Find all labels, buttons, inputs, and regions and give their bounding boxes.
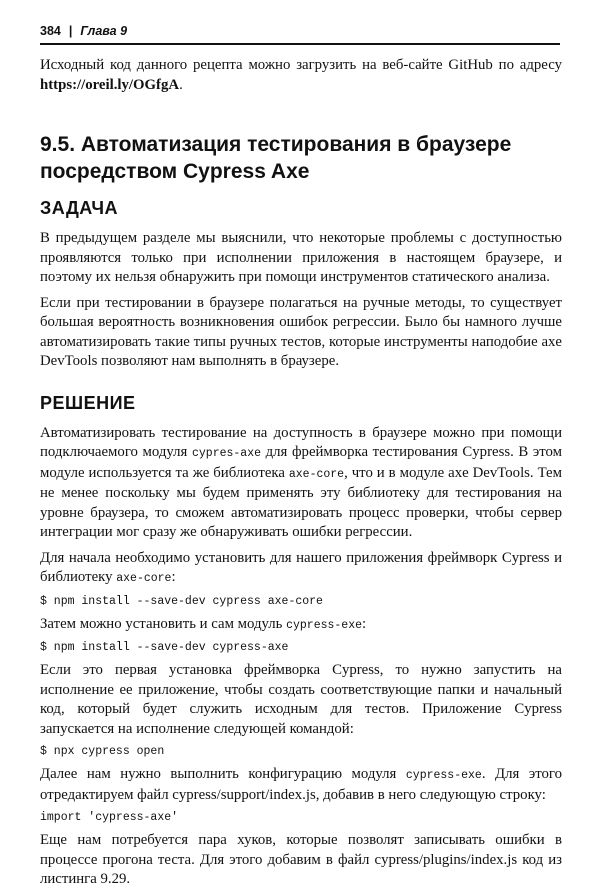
section-title-line1: 9.5. Автоматизация тестирования в браузере	[40, 133, 512, 156]
chapter-label: Глава 9	[80, 24, 128, 38]
code-block-install-cypress-axe: $ npm install --save-dev cypress-axe	[40, 641, 289, 654]
code-block-import: import 'cypress-axe'	[40, 811, 179, 824]
inline-code: axe-core	[288, 467, 345, 481]
inline-code: axe-core	[116, 572, 172, 585]
solution-paragraph-2: Для начала необходимо установить для нашего приложения фреймворк Cypress и библиотеку axe-core:	[40, 549, 562, 585]
task-paragraph-1: В предыдущем разделе мы выяснили, что некоторые проблемы с доступностью проявляются только при исполнении приложения в настоящем браузере, и поэтому их нельзя обнаружить при помощи инструментов статического анализа.	[40, 230, 562, 285]
solution-paragraph-4: Если это первая установка фреймворка Cypress, то нужно запустить на исполнение ее приложение, чтобы создать соответствующие папки и начальный код, который будет служить исходным для тестов. Приложение Cypress запускается на исполнение следующей командой:	[40, 662, 562, 737]
solution-paragraph-5: Далее нам нужно выполнить конфигурацию модуля cypress-exe. Для этого отредактируем файл cypress/support/index.js, добавив в него следующую строку:	[40, 766, 562, 803]
section-title-line2: посредством Cypress Axe	[40, 160, 310, 183]
solution-paragraph-3: Затем можно установить и сам модуль cypress-exe:	[40, 615, 367, 632]
header-rule	[40, 43, 560, 45]
solution-paragraph-1: Автоматизировать тестирование на доступность в браузере можно при помощи подключаемого модуля cypres-axe для фреймворка тестирования Cypress. В этом модуле используется та же библиотека axe-core, что и в модуле axe DevTools. Тем не менее поскольку мы будем применять эту библиотеку для тестирования на уровне браузера, то сможем автоматизировать процесс проверки, чтобы сервер интеграции мог сразу же обнаруживать ошибки регрессии.	[40, 424, 563, 540]
page-header	[40, 22, 560, 40]
github-link[interactable]: https://oreil.ly/OGfgA	[40, 76, 180, 93]
page-content	[40, 56, 562, 890]
code-block-install-cypress: $ npm install --save-dev cypress axe-core	[40, 594, 323, 608]
solution-heading: РЕШЕНИЕ	[40, 392, 136, 413]
task-paragraph-2: Если при тестировании в браузере полагаться на ручные методы, то существует большая вероятность возникновения ошибок регрессии. Было бы намного лучше автоматизировать такие типы ручных тестов, которые инструменты наподобие axe DevTools позволяют нам выполнять в браузере.	[40, 294, 562, 369]
inline-code: cypres-axe	[191, 447, 261, 460]
task-heading: ЗАДАЧА	[40, 198, 119, 218]
header-separator: |	[68, 24, 73, 38]
inline-code: cypress-exe	[286, 618, 363, 632]
inline-code: cypress-exe	[405, 769, 482, 782]
section-title	[40, 131, 562, 185]
solution-paragraph-6: Еще нам потребуется пара хуков, которые позволят записывать ошибки в процессе прогона теста. Для этого добавим в файл cypress/plugins/index.js код из листинга 9.29.	[40, 832, 562, 887]
intro-paragraph: Исходный код данного рецепта можно загрузить на веб-сайте GitHub по адресу https://oreil.ly/OGfgA.	[40, 57, 562, 93]
code-block-cypress-open: $ npx cypress open	[40, 745, 165, 758]
page-number: 384	[40, 24, 61, 38]
